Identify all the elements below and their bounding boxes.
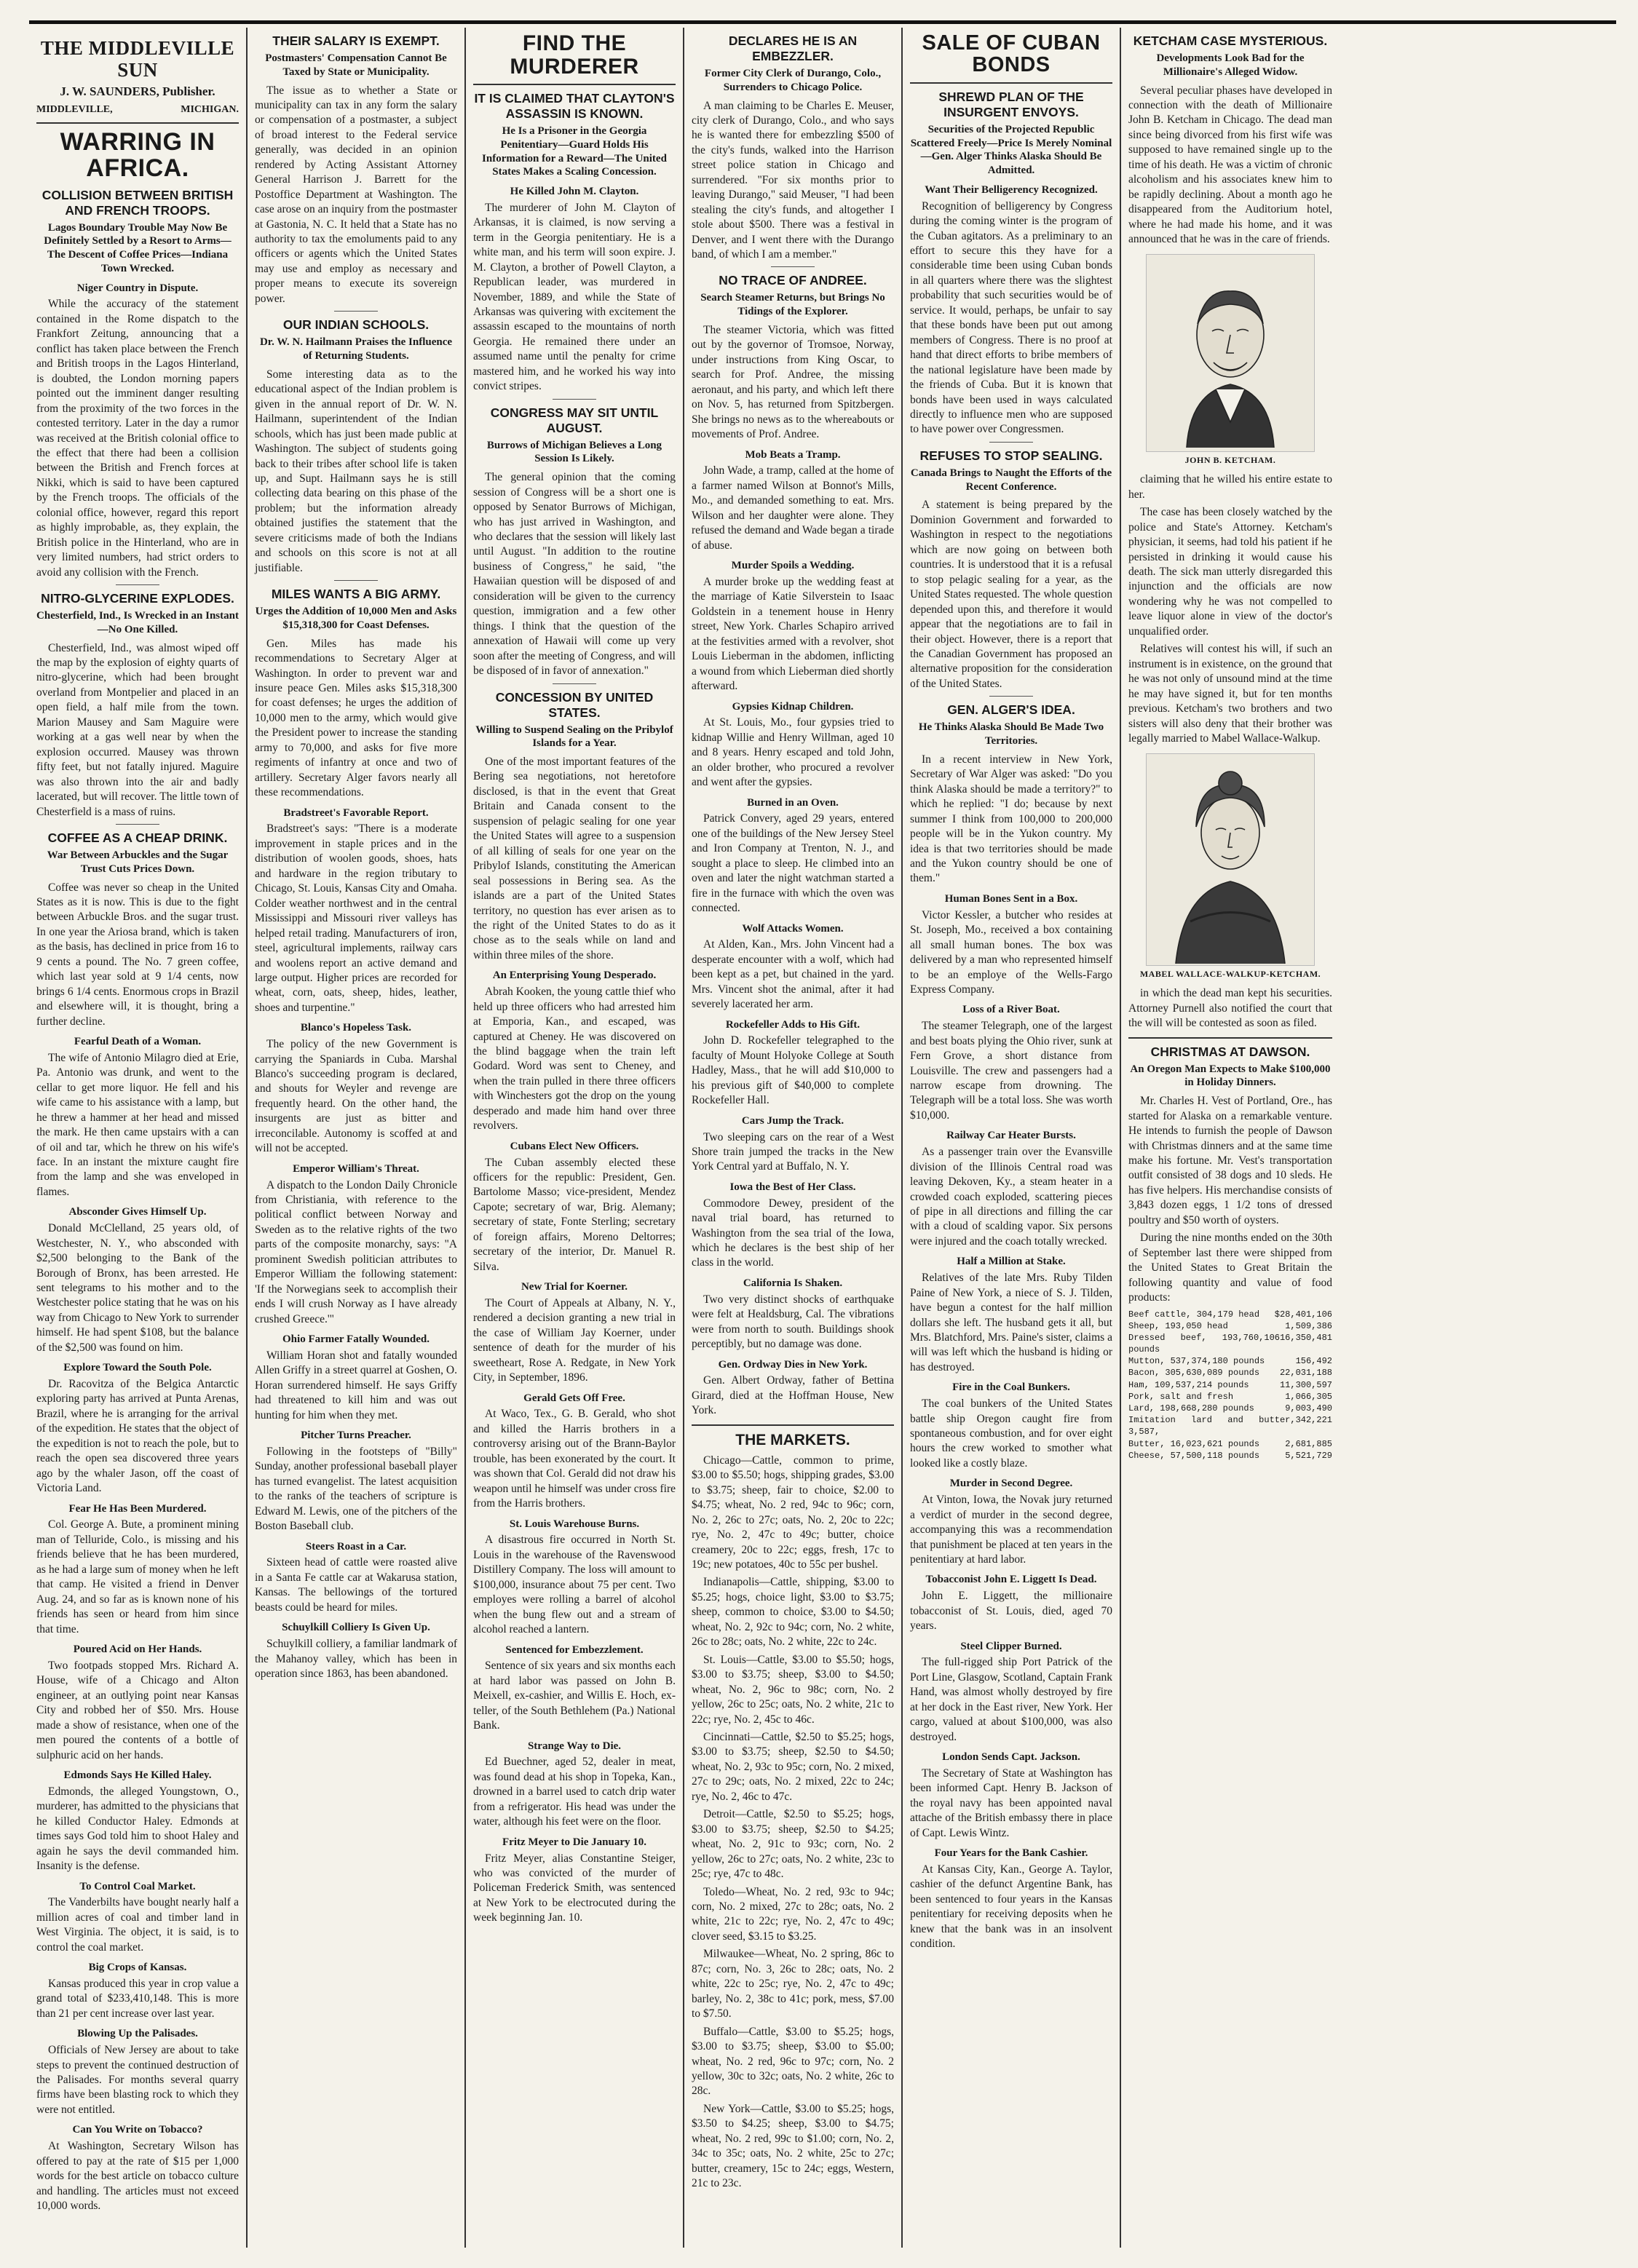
subheadline: Urges the Addition of 10,000 Men and Asks $15,318,300 for Coast Defenses. — [255, 606, 457, 631]
subheadline: Canada Brings to Naught the Efforts of the Recent Conference. — [910, 467, 1112, 493]
article-text: One of the most important features of the Bering sea negotiations, not heretofore disclosed, is that in the event that Great Britain and Canada consent to the suspension of pelagic sealing for one year the United States will agree to a suspension of all killing of seals for one year on the Pribylof Islands, constituting the American seal possessions in Bering sea. As the islands are a part of the United States territory, no question has ever arisen as to the right of the United States to do as it chose as to the seals while on land and within three miles of the shore. — [473, 756, 676, 961]
item-head: Half a Million at Stake. — [957, 1256, 1066, 1268]
article-text: While the accuracy of the statement contained in the Rome dispatch to the Frankfort Zeitung, announcing that a conflict has taken place between the French and British troops in the Lagos Hinterland, is doubted, the London morning papers pointed out the imminent danger resulting from the proximity of the two forces in the contested territory. Later in the day a rumor was received at the British colonial office to the effect that there had been a collision between the British and French forces at Nikki, which is said to have been captured by the French troops. The officials of the colonial office, however, regard this report as highly improbable, as, they explain, the British police in the Hinterland, who are in very limited numbers, had strict orders to avoid any collision with the French. — [36, 298, 239, 579]
item-head: Cars Jump the Track. — [741, 1114, 844, 1127]
divider — [473, 84, 676, 85]
article-text: The Vanderbilts have bought nearly half a million acres of coal and timber land in West Virginia. The object, it is said, is to control the coal market. — [36, 1896, 239, 1954]
article-text: Victor Kessler, a butcher who resides at St. Joseph, Mo., received a box containing all small human bones. The box was delivered by a man who represented himself to be an employe of the Wells-Fargo Express Company. — [910, 908, 1112, 996]
market-report: Cincinnati—Cattle, $2.50 to $5.25; hogs, $3.00 to $3.75; sheep, $2.50 to $4.50; wheat, No. 2, 93c to 95c; corn, No. 2 mixed, 27c to 29c; oats, No. 2 mixed, 22c to 24c; rye, No. 2, 46c to 47c. — [692, 1730, 894, 1803]
subheadline: Burrows of Michigan Believes a Long Session Is Likely. — [486, 439, 662, 465]
article-text: in which the dead man kept his securities. Attorney Purnell also notified the court that the will will be contested as soon as filed. — [1128, 987, 1332, 1030]
item-head: Bradstreet's Favorable Report. — [283, 806, 429, 819]
item-head: An Enterprising Young Desperado. — [492, 970, 657, 982]
food-exports-item: Pork, salt and fresh — [1128, 1391, 1234, 1402]
headline: THEIR SALARY IS EXEMPT. — [272, 33, 440, 48]
food-exports-row — [1128, 1355, 1332, 1367]
article-text: claiming that he willed his entire estate to her. — [1128, 473, 1332, 501]
article-text: A dispatch to the London Daily Chronicle from Christiania, with reference to the political conflict between Norway and Sweden as to the relative rights of the two parts of the composite monarchy, says: "A prominent Swedish politician attributes to Emperor William the following statement: 'If the Norwegians seek to accomplish their ends I will crush Norway as I have already crushed Greece.'" — [255, 1178, 457, 1325]
food-exports-value: 1,066,305 — [1285, 1391, 1332, 1402]
item-head: Fearful Death of a Woman. — [74, 1036, 202, 1048]
article-text: The general opinion that the coming session of Congress will be a short one is opposed by Senator Burrows of Michigan, who has just arrived in Washington, and who declares that the session will likely last until August. "In addition to the routine business of Congress," he said, "the Hawaiian question will be disposed of and consideration will be given to the currency question, immigration and a few other things. I think that the question of the annexation of Hawaii will come up very soon after the meeting of Congress, and will be disposed of in favor of annexation." — [473, 471, 676, 678]
item-head: Murder Spoils a Wedding. — [731, 560, 855, 572]
item-head: Railway Car Heater Bursts. — [946, 1130, 1076, 1142]
item-head: Iowa the Best of Her Class. — [729, 1181, 856, 1193]
subheadline: IT IS CLAIMED THAT CLAYTON'S ASSASSIN IS KNOWN. — [474, 91, 675, 121]
item-head: Burned in an Oven. — [747, 796, 839, 809]
divider — [334, 580, 378, 581]
article-text: A man claiming to be Charles E. Meuser, city clerk of Durango, Colo., and who says he is wanted there for embezzling $500 of the city's funds, walked into the Harrison street police station in Chicago and surrendered. "For six months prior to leaving Durango," said Meuser, "I had been stealing the city's funds, and altogether I stole about $500. There was a festival in Denver, and I went there with the Durango band, of which I am a member." — [692, 99, 894, 261]
divider — [553, 683, 596, 684]
headline: GEN. ALGER'S IDEA. — [947, 702, 1075, 718]
food-exports-value: 156,492 — [1295, 1356, 1332, 1367]
headline: THE MARKETS. — [735, 1431, 850, 1448]
item-head: Loss of a River Boat. — [962, 1004, 1060, 1016]
article-text: William Horan shot and fatally wounded Allen Griffy in a street quarrel at Goshen, O. Horan surrendered himself. He says Griffy had threatened to kill him and was out hunting for him when they met. — [255, 1349, 457, 1422]
column-4 — [684, 28, 903, 2248]
article-text: At St. Louis, Mo., four gypsies tried to kidnap Willie and Henry Willman, aged 10 and 8 years. Henry escaped and told John, an older brother, who procured a revolver and went after the gypsies. — [692, 716, 894, 789]
divider — [553, 399, 596, 400]
article-text: A murder broke up the wedding feast at the marriage of Katie Silverstein to Isaac Goldstein in a tenement house in Henry street, New York. Charles Schapiro arrived at the festivities armed with a revolver, shot Louis Lieberman in the abdomen, inflicting a wound from which Lieberman died shortly afterward. — [692, 575, 894, 693]
item-head: California Is Shaken. — [743, 1277, 843, 1289]
food-exports-row — [1128, 1450, 1332, 1462]
article-text: Ed Buechner, aged 52, dealer in meat, was found dead at his shop in Topeka, Kan., drowned in a barrel used to catch drip water from a refrigerator. His head was under the water, although his feet were on the floor. — [473, 1756, 676, 1828]
item-head: Blanco's Hopeless Task. — [300, 1022, 412, 1034]
article-text: Col. George A. Bute, a prominent mining man of Telluride, Colo., is missing and his friends believe that he has been murdered, as he had a large sum of money when he left that camp. He visited a friend in Denver Aug. 24, and so far as is known none of his friends has seen or heard from him since that time. — [36, 1518, 239, 1635]
subheadline: Postmasters' Compensation Cannot Be Taxed by State or Municipality. — [265, 52, 447, 78]
item-head: He Killed John M. Clayton. — [510, 186, 639, 197]
article-text: Bradstreet's says: "There is a moderate improvement in staple prices and in the distribution of woolen goods, shoes, hats and hardware in the region tributary to Chicago, St. Louis, Kansas City and Omaha. Colder weather northwest and in the central Mississippi and Missouri river valleys has helped retail trading. Manufacturers of iron, steel, agricultural implements, railway cars and woolens report an active demand and large output. Higher prices are recorded for wheat, corn, oats, sheep, hides, leather, shoes and turpentine." — [255, 822, 457, 1014]
food-exports-item: Ham, 109,537,214 pounds — [1128, 1379, 1249, 1390]
food-exports-row — [1128, 1414, 1332, 1438]
article-text: Edmonds, the alleged Youngstown, O., murderer, has admitted to the physicians that he killed Conductor Haley. Edmonds at times says God told him to shoot Haley and again he says the devil commanded him. Insanity is the defense. — [36, 1785, 239, 1873]
headline: CONGRESS MAY SIT UNTIL AUGUST. — [490, 405, 659, 435]
dateline-city: MIDDLEVILLE, — [36, 103, 113, 115]
subheadline: Search Steamer Returns, but Brings No Tidings of the Explorer. — [700, 292, 885, 318]
food-exports-item: Mutton, 537,374,180 pounds — [1128, 1356, 1265, 1367]
headline: WARRING IN AFRICA. — [60, 128, 215, 182]
article-text: Gen. Miles has made his recommendations to Secretary Alger at Washington. In order to prevent war and insure peace Gen. Miles asks $15,318,300 for coast defenses; he urges the addition of 10,000 men to the army, which would give the President power to increase the standing army to 70,000, and asks for five more regiments of infantry at once and two of artillery. Secretary Alger favors nearly all these recommendations. — [255, 637, 457, 799]
food-exports-value: 342,221 — [1295, 1415, 1332, 1426]
article-text: Several peculiar phases have developed in connection with the death of Millionaire John B. Ketcham in Chicago. The dead man since being divorced from his first wife was supposed to have remained single up to the time of his death. He was a victim of chronic alcoholism and his associates knew him to be rapidly declining. About a month ago he disappeared from the Auditorium hotel, where he had made his home, and it was announced that he was in the care of friends. — [1128, 84, 1332, 246]
article-text: At Alden, Kan., Mrs. John Vincent had a desperate encounter with a wolf, which had been kept as a pet, but chained in the yard. Mrs. Vincent shot the animal, after it had severely lacerated her arm. — [692, 938, 894, 1011]
divider — [116, 824, 159, 825]
headline: KETCHAM CASE MYSTERIOUS. — [1133, 33, 1328, 48]
food-exports-row — [1128, 1391, 1332, 1403]
divider — [1128, 1037, 1332, 1039]
column-6 — [1121, 28, 1340, 2248]
subheadline: He Thinks Alaska Should Be Made Two Territories. — [918, 721, 1104, 748]
article-text: The steamer Telegraph, one of the largest and best boats plying the Ohio river, sunk at Fern Grove, a short distance from Louisville. The crew and passengers had a narrow escape from drowning. The Telegraph will be a total loss. She was worth $10,000. — [910, 1020, 1112, 1122]
article-text: In a recent interview in New York, Secretary of War Alger was asked: "Do you think Alaska should be made a territory?" to which he replied: "I do; because by next summer I think from 100,000 to 200,000 people will be in the Yukon country. My idea is that two territories should be made and the Yukon country should be one of them." — [910, 753, 1112, 885]
article-text: The coal bunkers of the United States battle ship Oregon caught fire from spontaneous combustion, and for over eight hours the crew worked to smother what looked like a costly blaze. — [910, 1397, 1112, 1470]
article-text: Relatives of the late Mrs. Ruby Tilden Paine of New York, a niece of S. J. Tilden, have begun a contest for the half million dollars she left. The husband gets it all, but Mrs. Blatchford, Mrs. Paine's sister, claims a will was left which the husband is hiding or has destroyed. — [910, 1272, 1112, 1373]
item-head: Fire in the Coal Bunkers. — [952, 1381, 1070, 1394]
subheadline: COLLISION BETWEEN BRITISH AND FRENCH TROOPS. — [41, 187, 234, 218]
article-text: John E. Liggett, the millionaire tobacconist of St. Louis, died, aged 70 years. — [910, 1590, 1112, 1633]
portrait-john-ketcham — [1146, 254, 1315, 452]
article-text: At Vinton, Iowa, the Novak jury returned a verdict of murder in the second degree, accompanying this was a recommendation that punishment be placed at ten years in the penitentiary at hard labor. — [910, 1494, 1112, 1566]
article-text: Sentence of six years and six months each at hard labor was passed on John B. Meixell, ex-cashier, and Willis E. Hoch, ex-teller, of the South Bethlehem (Pa.) National Bank. — [473, 1660, 676, 1732]
item-head: Steel Clipper Burned. — [960, 1640, 1062, 1652]
article-text: Patrick Convery, aged 29 years, entered one of the buildings of the New Jersey Steel and Iron Company at Trenton, N. J., and sought a place to sleep. He climbed into an oven and later the night watchman started a fire in the furnace with which the oven was connected. — [692, 812, 894, 915]
columns — [29, 28, 1616, 2248]
article-text: The Cuban assembly elected these officers for the republic: President, Gen. Bartolome Masso; vice-president, Mendez Capote; secretary of war, Brig. Alemany; secretary of state, Fonte Sterling; secretary of foreign affairs, Moreno Deltorres; secretary of the interior, Dr. Manuel R. Silva. — [473, 1156, 676, 1273]
item-head: Pitcher Turns Preacher. — [301, 1430, 411, 1442]
article-text: Mr. Charles H. Vest of Portland, Ore., has started for Alaska on a remarkable venture. He intends to furnish the people of Dawson with Christmas dinners and at the same time make his fortune. Mr. Vest's transportation outfit consisted of 38 dogs and 10 sleds. He has five helpers. His merchandise consists of 3,843 dozen eggs, 1 1/2 tons of dressed poultry and $50 worth of oysters. — [1128, 1095, 1332, 1226]
article-text: The full-rigged ship Port Patrick of the Port Line, Glasgow, Scotland, Captain Frank Hand, was almost wholly destroyed by fire at her dock in the East river, New York. Her cargo, valued at about $100,000, was also destroyed. — [910, 1656, 1112, 1743]
food-exports-item: Bacon, 305,630,089 pounds — [1128, 1368, 1260, 1379]
headline: OUR INDIAN SCHOOLS. — [282, 317, 430, 333]
headline: MILES WANTS A BIG ARMY. — [271, 587, 441, 602]
article-text: Following in the footsteps of "Billy" Sunday, another professional baseball player has turned evangelist. The latest acquisition to the ranks of the teachers of scripture is Edward M. Lewis, one of the pitchers of the Boston Baseball club. — [255, 1445, 457, 1533]
food-exports-item: Imitation lard and butter, 3,587, — [1128, 1415, 1296, 1438]
item-head: Absconder Gives Himself Up. — [68, 1206, 207, 1218]
item-head: Emperor William's Threat. — [293, 1162, 419, 1175]
article-text: Two very distinct shocks of earthquake were felt at Healdsburg, Cal. The vibrations were from north to south. Buildings shook perceptibly, but no damage was done. — [692, 1293, 894, 1351]
article-text: Two footpads stopped Mrs. Richard A. House, wife of a Chicago and Alton engineer, at an outlying point near Kansas City and robbed her of $50. Mrs. House made a show of resistance, when one of the men poured the contents of a bottle of sulphuric acid on her hands. — [36, 1659, 239, 1761]
article-text: A disastrous fire occurred in North St. Louis in the warehouse of the Ravenswood Distillery Company. The loss will amount to $100,000, insurance about 75 per cent. Two employes were rolling a barrel of alcohol when the bung flew out and a stream of alcohol reached a lantern. — [473, 1534, 676, 1636]
article-text: Dr. Racovitza of the Belgica Antarctic exploring party has arrived at Punta Arenas, Brazil, where he is arranging for the arrival of the expedition. He states that the object of the expedition is not to reach the pole, but to reach the open sea discovered three years ago by the whaler Jason, off the coast of Victoria Land. — [36, 1378, 239, 1495]
item-head: St. Louis Warehouse Burns. — [509, 1518, 640, 1530]
item-head: Gypsies Kidnap Children. — [732, 700, 854, 713]
article-text: Recognition of belligerency by Congress during the coming winter is the program of the Cuban agitators. As a preliminary to an effort to secure this they have for a considerable time been using Cuban bonds in all quarters where there was the slightest probability that such securities would be of service. It would, perhaps, be unfair to say that these bonds have been put out among members of Congress. There is no proof at hand that direct efforts to bribe members of the national legislature have been made by the friends of Cuba. But it is known that bonds have been used in ways calculated directly to influence men who are supposed to have power over Congressmen. — [910, 199, 1112, 436]
item-head: Strange Way to Die. — [527, 1740, 622, 1752]
item-head: Rockefeller Adds to His Gift. — [725, 1018, 860, 1031]
food-exports-value: 1,509,386 — [1285, 1320, 1332, 1331]
portrait-caption: JOHN B. KETCHAM. — [1184, 455, 1276, 466]
food-exports-table — [1128, 1309, 1332, 1462]
food-exports-row — [1128, 1309, 1332, 1320]
article-text: The wife of Antonio Milagro died at Erie, Pa. Antonio was drunk, and went to the cellar to get more liquor. He fell and his wife came to his assistance with a lamp, but he threw a hammer at her head and missed the mark. He then came upstairs with a can of oil and tar, which he threw on his wife's face. In an instant the mixture caught fire from the lamp and she was enveloped in flames. — [36, 1051, 239, 1198]
dateline — [36, 103, 239, 116]
headline: SALE OF CUBAN BONDS — [922, 31, 1101, 77]
article-text: Some interesting data as to the educational aspect of the Indian problem is given in the annual report of Dr. W. N. Hailmann, superintendent of the Indian schools, which has just been made public at Washington. The subject of students going back to their tribes after school life is taken up, and Supt. Hailmann says he is still collecting data bearing on this phase of the problem; but the information already obtained justifies the statement that the severe criticisms made of both the Indians and schools on this score is not at all justifiable. — [255, 368, 457, 574]
portrait-caption: MABEL WALLACE-WALKUP-KETCHAM. — [1139, 969, 1321, 980]
publisher-line: J. W. SAUNDERS, Publisher. — [60, 84, 215, 99]
divider — [334, 311, 378, 312]
column-1 — [29, 28, 248, 2248]
food-exports-value: 5,521,729 — [1285, 1450, 1332, 1461]
top-rule — [29, 20, 1616, 24]
item-head: Cubans Elect New Officers. — [510, 1140, 639, 1152]
masthead-title: THE MIDDLEVILLE SUN — [40, 37, 235, 81]
article-text: Sixteen head of cattle were roasted alive in a Santa Fe cattle car at Wakarusa station, Kansas. The bellowings of the tortured beasts could be heard for miles. — [255, 1556, 457, 1614]
deck: He Is a Prisoner in the Georgia Penitentiary—Guard Holds His Information for a Reward—The United States Makes a Scaling Concession. — [482, 125, 667, 178]
item-head: Fritz Meyer to Die January 10. — [502, 1836, 646, 1848]
column-5 — [903, 28, 1121, 2248]
subheadline: Willing to Suspend Sealing on the Pribylof Islands for a Year. — [475, 723, 673, 750]
market-report: Indianapolis—Cattle, shipping, $3.00 to $5.25; hogs, choice light, $3.00 to $3.75; sheep, common to choice, $3.00 to $4.50; wheat, No. 2, 92c to 94c; corn, No. 2 white, 26c to 28c; oats, No. 2 white, 22c to 24c. — [692, 1576, 894, 1649]
item-head: Gerald Gets Off Free. — [523, 1392, 625, 1404]
article-text: John Wade, a tramp, called at the home of a farmer named Wilson at Bonnot's Mills, Mo., and demanded something to eat. Mrs. Wilson and her daughter were alone. They refused the demand and Wade began a tirade of abuse. — [692, 464, 894, 552]
market-report: Milwaukee—Wheat, No. 2 spring, 86c to 87c; corn, No. 3, 26c to 28c; oats, No. 2 white, 22c to 25c; rye, No. 2, 47c to 49c; barley, No. 2, 38c to 41c; pork, mess, $7.00 to $7.50. — [692, 1948, 894, 2021]
article-text: Abrah Kooken, the young cattle thief who held up three officers who had arrested him at Emporia, Kan., and escaped, was captured at Cheney. He was discovered on the blind baggage when the train left Godard. Word was sent to Cheney, and when the train pulled in there three officers with Winchesters got the drop on the young desperado and made him hand over three revolvers. — [473, 986, 676, 1133]
item-head: Sentenced for Embezzlement. — [505, 1643, 644, 1656]
article-text: Donald McClelland, 25 years old, of Westchester, N. Y., who absconded with $2,500 belonging to the Bank of the Borough of Bronx, has been arrested. He sent telegrams to his mother and to the Westchester police stating that he was on his way from Chicago to New York to surrender himself. He had spent $108, but the balance of the $2,500 was found on him. — [36, 1222, 239, 1354]
article-text: A statement is being prepared by the Dominion Government and forwarded to Washington in respect to the negotiations which are now going on between both countries. It is understood that it is a refusal to stop pelagic sealing for a year, as the United States requested. The whole question depended upon this, and therefore it would appear that the negotiations are to fail in their object. However, there is a report that the Canadian Government has proposed an alternative proposition for the consideration of the United States. — [910, 499, 1112, 690]
divider — [989, 442, 1033, 443]
food-exports-item: Cheese, 57,500,118 pounds — [1128, 1450, 1260, 1461]
item-head: Edmonds Says He Killed Haley. — [63, 1769, 212, 1782]
subheadline: Chesterfield, Ind., Is Wrecked in an Instant—No One Killed. — [36, 610, 239, 635]
deck: Securities of the Projected Republic Scattered Freely—Price Is Merely Nominal—Gen. Alger Thinks Alaska Should Be Admitted. — [910, 123, 1112, 177]
article-text: Coffee was never so cheap in the United States as it is now. This is due to the fight between Arbuckle Bros. and the sugar trust. In one year the Ariosa brand, which is taken as the basis, has declined in price from 16 to 9 cents a pound. The No. 7 green coffee, which last year sold at 9 1/4 cents, now brings 6 1/4 cents. Enormous crops in Brazil and elsewhere will, it is thought, bring a further decline. — [36, 881, 239, 1028]
item-head: Want Their Belligerency Recognized. — [925, 183, 1098, 196]
divider — [36, 122, 239, 124]
item-head: New Trial for Koerner. — [521, 1281, 628, 1293]
market-report: Chicago—Cattle, common to prime, $3.00 to $5.50; hogs, shipping grades, $3.00 to $3.75; sheep, fair to choice, $2.00 to $4.75; wheat, No. 2 red, 94c to 96c; corn, No. 2, 26c to 27c; oats, No. 2, 20c to 22c; rye, No. 2, 47c to 49c; butter, choice creamery, 20c to 22c; eggs, fresh, 17c to 19c; new potatoes, 40c to 55c per bushel. — [692, 1454, 894, 1571]
market-report: Buffalo—Cattle, $3.00 to $5.25; hogs, $3.00 to $3.75; sheep, $3.00 to $5.00; wheat, No. 2 red, 96c to 97c; corn, No. 2 yellow, 30c to 32c; oats, No. 2 white, 26c to 28c. — [692, 2025, 894, 2098]
column-3 — [466, 28, 684, 2248]
divider — [989, 696, 1033, 697]
article-text: The Court of Appeals at Albany, N. Y., rendered a decision granting a new trial in the case of William Jay Koerner, under sentence of death for the murder of his sweetheart, Rose A. Redgate, in New York City, in September, 1896. — [473, 1296, 676, 1384]
headline: FIND THE MURDERER — [510, 31, 639, 79]
article-text: At Washington, Secretary Wilson has offered to pay at the rate of $15 per 1,000 words for the best article on tobacco culture and handling. The articles must not exceed 10,000 words. — [36, 2140, 239, 2212]
newspaper-page — [29, 20, 1616, 2248]
item-head: To Control Coal Market. — [79, 1880, 196, 1892]
market-report: Detroit—Cattle, $2.50 to $5.25; hogs, $3.00 to $3.75; sheep, $2.50 to $4.25; wheat, No. 2, 91c to 93c; corn, No. 2 yellow, 26c to 27c; oats, No. 2 white, 23c to 25c; rye, 47c to 48c. — [692, 1808, 894, 1881]
headline: REFUSES TO STOP SEALING. — [919, 448, 1103, 463]
food-exports-row — [1128, 1438, 1332, 1450]
item-head: Human Bones Sent in a Box. — [944, 892, 1078, 905]
headline: CHRISTMAS AT DAWSON. — [1150, 1044, 1310, 1059]
article-text: Commodore Dewey, president of the naval trial board, has returned to Washington from the sea trial of the Iowa, which he declares is the best ship of her class in the world. — [692, 1197, 894, 1269]
article-text: The case has been closely watched by the police and State's Attorney. Ketcham's physician, it seems, had told his patient if he persisted in drinking it would cause his death. The sick man utterly disregarded this injunction and the officials are now wondering why he was not compelled to leave liquor alone in view of the doctor's unqualified order. — [1128, 506, 1332, 638]
article-text: The Secretary of State at Washington has been informed Capt. Henry B. Jackson of the royal navy has been appointed naval attache of the British embassy there in place of Capt. Lewis Wintz. — [910, 1767, 1112, 1839]
food-exports-value: 16,350,481 — [1279, 1332, 1332, 1343]
market-report: New York—Cattle, $3.00 to $5.25; hogs, $3.50 to $4.25; sheep, $3.00 to $4.75; wheat, No. 2 red, 99c to $1.00; corn, No. 2, 34c to 35c; oats, No. 2 white, 25c to 27c; butter, creamery, 15c to 24c; eggs, Western, 21c to 23c. — [692, 2102, 894, 2190]
item-head: Tobacconist John E. Liggett Is Dead. — [925, 1574, 1097, 1586]
item-head: Schuylkill Colliery Is Given Up. — [282, 1622, 430, 1634]
article-text: The issue as to whether a State or municipality can tax in any form the salary or compensation of a postmaster, a subject of broad interest to the Federal service generally, was decided in an opinion rendered by Acting Assistant Attorney General Harrison J. Barrett for the Postoffice Department at Washington. The case arose on an inquiry from the postmaster at Gastonia, N. C. It held that a State has no authority to tax the emoluments paid to any officers or agents which the United States may use and employ as necessary and proper means to execute its sovereign power. — [255, 84, 457, 305]
item-head: Fear He Has Been Murdered. — [68, 1502, 207, 1515]
item-head: Steers Roast in a Car. — [305, 1540, 407, 1553]
headline: DECLARES HE IS AN EMBEZZLER. — [728, 33, 858, 63]
food-exports-item: Beef cattle, 304,179 head — [1128, 1309, 1260, 1320]
food-exports-row — [1128, 1367, 1332, 1379]
item-head: Four Years for the Bank Cashier. — [934, 1847, 1088, 1860]
item-head: Big Crops of Kansas. — [88, 1962, 187, 1974]
article-text: As a passenger train over the Evansville division of the Illinois Central road was leaving Dekoven, Ky., a steam heater in a crowded coach exploded, scattering pieces of pipe in all directions and filling the car with a cloud of scalding vapor. Six persons were injured and the coach totally wrecked. — [910, 1146, 1112, 1248]
item-head: Blowing Up the Palisades. — [77, 2028, 198, 2040]
article-text: The policy of the new Government is carrying the Spaniards in Cuba. Marshal Blanco's succeeding program is declared, and shouts for Weyler and revenge are frequently heard. On the other hand, the insurgents are just as bitter and irreconcilable. Autonomy is scoffed at and will not be accepted. — [255, 1038, 457, 1155]
item-head: Explore Toward the South Pole. — [63, 1362, 212, 1374]
item-head: Ohio Farmer Fatally Wounded. — [282, 1333, 430, 1346]
headline: CONCESSION BY UNITED STATES. — [495, 689, 654, 720]
food-exports-row — [1128, 1332, 1332, 1355]
article-text: Two sleeping cars on the rear of a West Shore train jumped the tracks in the New York Central yard at Buffalo, N. Y. — [692, 1130, 894, 1173]
food-exports-value: 2,681,885 — [1285, 1438, 1332, 1449]
item-head: Poured Acid on Her Hands. — [73, 1643, 202, 1656]
article-text: Schuylkill colliery, a familiar landmark of the Mahanoy valley, which has been in operation since 1863, has been abandoned. — [255, 1638, 457, 1680]
item-head: Gen. Ordway Dies in New York. — [718, 1358, 868, 1371]
food-exports-item: Lard, 198,668,280 pounds — [1128, 1403, 1254, 1413]
deck: Lagos Boundary Trouble May Now Be Definitely Settled by a Resort to Arms—The Descent of Coffee Prices—Indiana Town Wrecked. — [44, 221, 232, 274]
headline: COFFEE AS A CHEAP DRINK. — [47, 830, 228, 845]
article-text: Officials of New Jersey are about to take steps to prevent the continued destruction of the Palisades. For months several quarry firms have been blasting rock to which they were not entitled. — [36, 2044, 239, 2116]
food-exports-item: Butter, 16,023,621 pounds — [1128, 1438, 1260, 1449]
food-exports-row — [1128, 1320, 1332, 1332]
food-exports-item: Sheep, 193,050 head — [1128, 1320, 1228, 1331]
market-report: Toledo—Wheat, No. 2 red, 93c to 94c; corn, No. 2 mixed, 27c to 28c; oats, No. 2 white, 21c to 22c; rye, No. 2, 47c to 49c; clover seed, $3.15 to $3.25. — [692, 1885, 894, 1943]
subheadline: War Between Arbuckles and the Sugar Trust Cuts Prices Down. — [47, 849, 229, 875]
article-text: During the nine months ended on the 30th of September last there were shipped from the United States to Great Britain the following quantity and value of food products: — [1128, 1232, 1332, 1304]
food-exports-value: $28,401,106 — [1274, 1309, 1332, 1320]
article-text: John D. Rockefeller telegraphed to the faculty of Mount Holyoke College at South Hadley, Mass., that he will add $10,000 to his previous gift of $40,000 to complete Rockefeller Hall. — [692, 1034, 894, 1107]
subheadline: Developments Look Bad for the Millionaire's Alleged Widow. — [1156, 52, 1305, 78]
article-text: The steamer Victoria, which was fitted out by the governor of Tromsoe, Norway, under instructions from King Oscar, to search for Prof. Andree, the missing aeronaut, and his party, and which left there on Nov. 5, has returned from Spitzbergen. She brings no news as to the whereabouts or movements of Prof. Andree. — [692, 323, 894, 441]
food-exports-item: Dressed beef, 193,760,106 pounds — [1128, 1332, 1280, 1355]
headline: NITRO-GLYCERINE EXPLODES. — [41, 591, 234, 606]
article-text: The murderer of John M. Clayton of Arkansas, it is claimed, is now serving a term in the Georgia penitentiary. He is a white man, and his term will soon expire. J. M. Clayton, a brother of Powell Clayton, a Republican leader, was murdered in November, 1889, and while the State of Arkansas was quivering with excitement the assassin escaped to the mountains of north Georgia. He remained there under an assumed name until the penalty for crime mastered him, and he worked his way into convict stripes. — [473, 201, 676, 393]
headline: NO TRACE OF ANDREE. — [719, 273, 867, 288]
divider — [116, 584, 159, 585]
portrait-mabel-ketcham — [1146, 753, 1315, 966]
article-text: At Kansas City, Kan., George A. Taylor, cashier of the defunct Argentine Bank, has been sentenced to four years in the Kansas penitentiary for receiving deposits when he knew that the bank was in an insolvent condition. — [910, 1863, 1112, 1951]
food-exports-value: 9,003,490 — [1285, 1403, 1332, 1413]
divider — [692, 1424, 894, 1426]
subheadline: Dr. W. N. Hailmann Praises the Influence of Returning Students. — [259, 336, 453, 362]
item-head: Murder in Second Degree. — [949, 1478, 1073, 1490]
item-head: London Sends Capt. Jackson. — [942, 1751, 1080, 1764]
item-head: Wolf Attacks Women. — [742, 922, 844, 935]
subheadline: SHREWD PLAN OF THE INSURGENT ENVOYS. — [938, 89, 1084, 119]
item-head: Mob Beats a Tramp. — [745, 448, 841, 461]
article-text: At Waco, Tex., G. B. Gerald, who shot and killed the Harris brothers in a controversy arising out of the Brann-Baylor trouble, has been exonerated by the court. It was shown that Col. Gerald did not draw his weapon until he himself was under cross fire from the Harris brothers. — [473, 1408, 676, 1510]
divider — [910, 82, 1112, 84]
food-exports-value: 22,031,188 — [1279, 1368, 1332, 1379]
food-exports-row — [1128, 1403, 1332, 1414]
item-head: Niger Country in Dispute. — [76, 282, 199, 294]
divider — [771, 266, 815, 267]
item-head: Can You Write on Tobacco? — [72, 2124, 203, 2136]
food-exports-row — [1128, 1379, 1332, 1391]
subheadline: An Oregon Man Expects to Make $100,000 in Holiday Dinners. — [1130, 1063, 1331, 1089]
article-text: Fritz Meyer, alias Constantine Steiger, who was convicted of the murder of Policeman Frederick Smith, was sentenced at New York to be electrocuted during the week beginning Jan. 10. — [473, 1852, 676, 1924]
article-text: Kansas produced this year in crop value a grand total of $233,410,148. This is more than 21 per cent increase over last year. — [36, 1977, 239, 2020]
food-exports-value: 11,300,597 — [1279, 1379, 1332, 1390]
article-text: Relatives will contest his will, if such an instrument is in existence, on the ground that he was not only of unsound mind at the time he may have signed it, but for ten months previous. Ketcham's two brothers and two sisters will also deny that their brother was legally married to Mabel Wallace-Walkup. — [1128, 643, 1332, 745]
subheadline: Former City Clerk of Durango, Colo., Surrenders to Chicago Police. — [704, 68, 882, 93]
article-text: Gen. Albert Ordway, father of Bettina Girard, died at the Hoffman House, New York. — [692, 1374, 894, 1417]
market-report: St. Louis—Cattle, $3.00 to $5.50; hogs, $3.00 to $3.75; sheep, $3.00 to $4.50; wheat, No. 2, 96c to 98c; corn, No. 2 yellow, 26c to 25c; oats, No. 2 white, 21c to 22c; rye, No. 2, 45c to 46c. — [692, 1653, 894, 1726]
article-text: Chesterfield, Ind., was almost wiped off the map by the explosion of eighty quarts of nitro-glycerine, which had been brought overland from Montpelier and placed in an open field, a half mile from the town. Marion Mausey and Sam Maguire were working at a gas well near by when the explosion occurred. Mausey was thrown fifty feet, but not fatally injured. Maguire was also thrown into the air and badly lacerated, but will recover. The little town of Chesterfield is a mass of ruins. — [36, 641, 239, 818]
dateline-state: MICHIGAN. — [181, 103, 239, 115]
column-2 — [248, 28, 466, 2248]
